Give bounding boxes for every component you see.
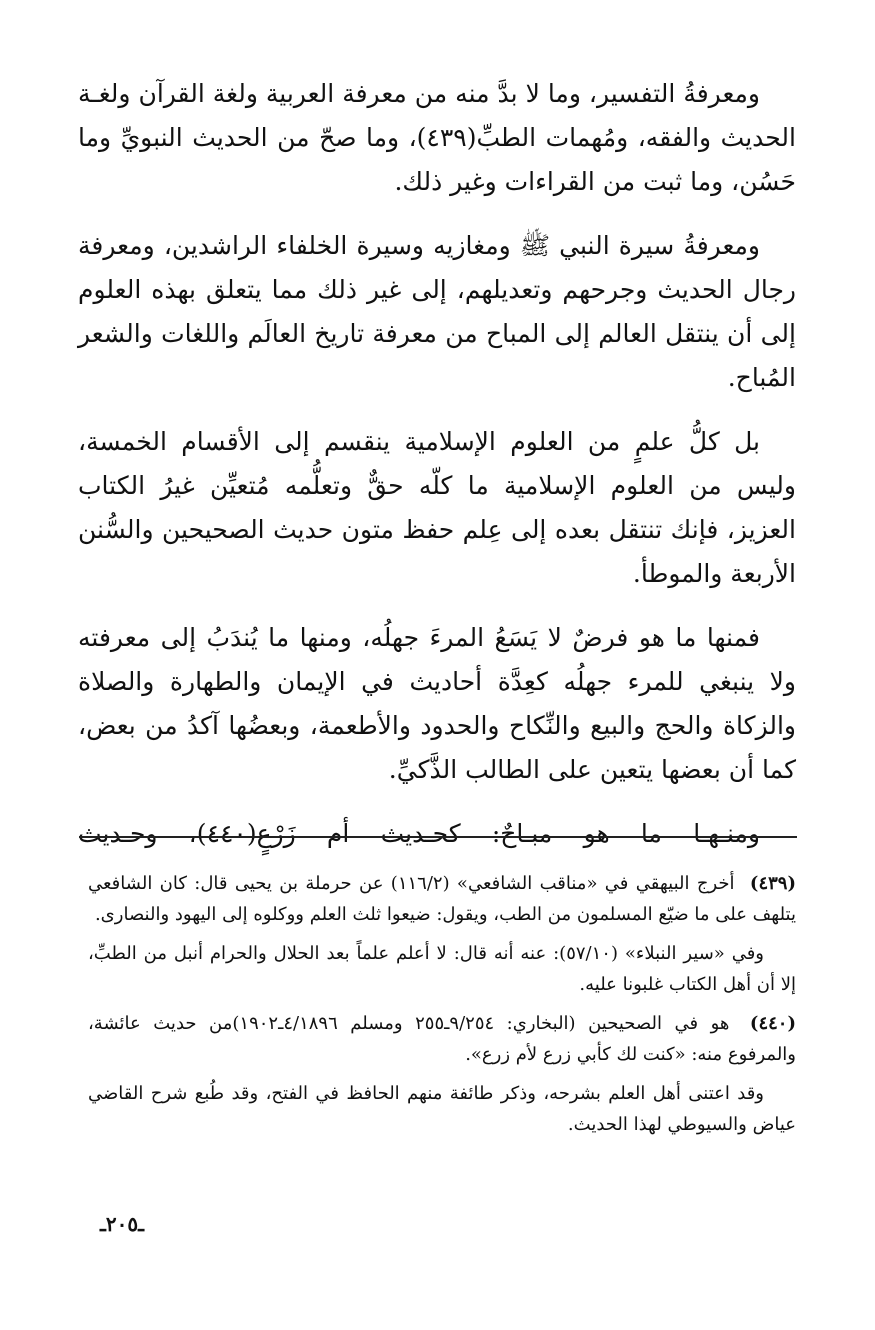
- footnote-continuation: [88, 1078, 796, 1140]
- footnote-separator: [79, 836, 797, 838]
- footnote-text: وقد اعتنى أهل العلم بشرحه، وذكر طائفة منهم الحافظ في الفتح، وقد طُبع شرح القاضي عياض والسيوطي لهذا الحديث.: [88, 1083, 796, 1135]
- footnote-text: وفي «سير النبلاء» (٥٧/١٠): عنه أنه قال: لا أعلم علماً بعد الحلال والحرام أنبل من الطبِّ، إلا أن أهل الكتاب غلبونا عليه.: [88, 943, 796, 995]
- footnote-number: (٤٣٩): [749, 873, 796, 894]
- body-paragraph: بل كلُّ علمٍ من العلوم الإسلامية ينقسم إلى الأقسام الخمسة، وليس من العلوم الإسلامية ما كلّه حقٌّ وتعلُّمه مُتعيِّن غيرُ الكتاب العزيز، فإنك تنتقل بعده إلى عِلم حفظ متون حديث الصحيحين والسُّنن الأربعة والموطأ.: [78, 427, 796, 588]
- body-paragraph: ومعرفةُ التفسير، وما لا بدَّ منه من معرفة العربية ولغة القرآن ولغـة الحديث والفقه، ومُهمات الطبِّ(٤٣٩)، وما صحّ من الحديث النبويِّ وما حَسُن، وما ثبت من القراءات وغير ذلك.: [78, 79, 796, 196]
- body-paragraph: ومعرفةُ سيرة النبي ﷺ ومغازيه وسيرة الخلفاء الراشدين، ومعرفة رجال الحديث وجرحهم وتعديلهم، إلى غير ذلك مما يتعلق بهذه العلوم إلى أن ينتقل العالم إلى المباح من معرفة تاريخ العالَم واللغات والشعر المُباح.: [78, 231, 796, 392]
- footnotes: [88, 868, 796, 1148]
- footnote: [88, 1008, 796, 1070]
- main-text: [78, 72, 796, 856]
- body-paragraph: ومنـهـا ما هو مبـاحٌ: كحـديث أم زَرْعٍ(٤٤٠)، وحـديث: [78, 819, 760, 848]
- body-paragraph: فمنها ما هو فرضٌ لا يَسَعُ المرءَ جهلُه، ومنها ما يُندَبُ إلى معرفته ولا ينبغي للمرء جهلُه كعِدَّة أحاديث في الإيمان والطهارة والصلاة والزكاة والحج والبيع والنِّكاح والحدود والأطعمة، وبعضُها آكدُ من بعض، كما أن بعضها يتعين على الطالب الذَّكيِّ.: [78, 623, 796, 784]
- footnote: [88, 868, 796, 930]
- footnote-number: (٤٤٠): [749, 1013, 796, 1034]
- page-number: ـ٢٠٥ـ: [100, 1212, 144, 1236]
- footnote-text: أخرج البيهقي في «مناقب الشافعي» (١١٦/٢) عن حرملة بن يحيى قال: كان الشافعي يتلهف على ما ضيّع المسلمون من الطب، ويقول: ضيعوا ثلث العلم ووكلوه إلى اليهود والنصارى.: [88, 873, 796, 925]
- footnote-continuation: [88, 938, 796, 1000]
- footnote-text: هو في الصحيحين (البخاري: ٩/٢٥٤ـ٢٥٥ ومسلم ٤/١٨٩٦ـ١٩٠٢)من حديث عائشة، والمرفوع منه: «كنت لك كأبي زرع لأم زرع».: [88, 1013, 796, 1065]
